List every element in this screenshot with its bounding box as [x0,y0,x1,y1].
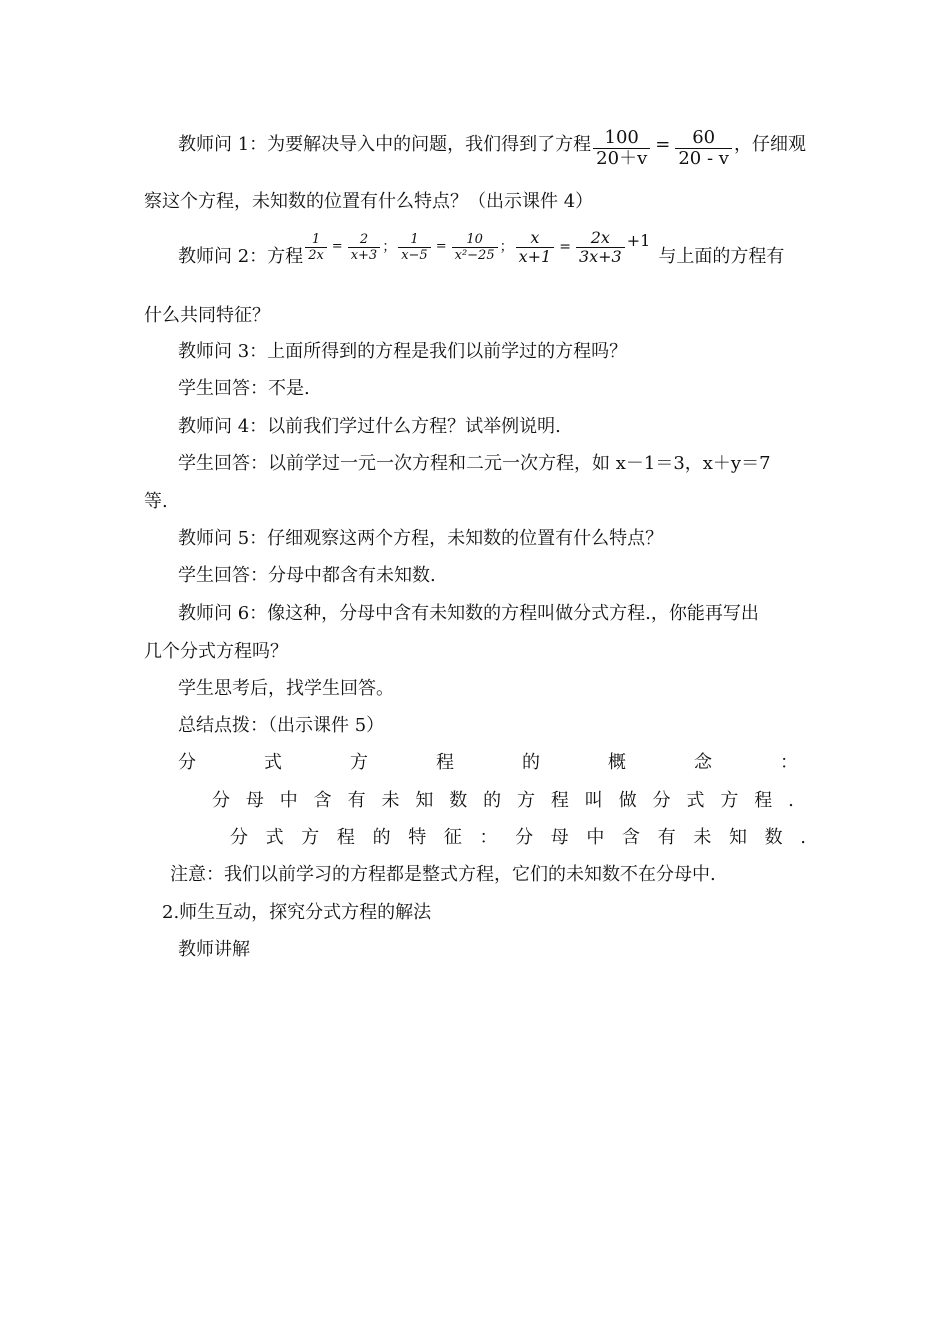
eq1-right-fraction: $\frac{2}{x+3}$ [348,232,381,263]
answer-3: 学生回答：不是. [178,378,310,399]
answer-4-line-1: 学生回答：以前学过一元一次方程和二元一次方程，如 x－1＝3，x＋y＝7 [178,453,771,474]
question-1-tail: ，仔细观 [733,134,806,155]
student-think: 学生思考后，找学生回答。 [178,678,394,699]
equals-sign: = [655,134,671,155]
question-1-text: 教师问 1：为要解决导入中的问题，我们得到了方程 [178,134,592,155]
question-6-line-1: 教师问 6：像这种，分母中含有未知数的方程叫做分式方程.，你能再写出 [178,603,759,624]
question-2-line-2: 什么共同特征？ [144,305,270,326]
question-1-line-2: 察这个方程，未知数的位置有什么特点？（出示课件 4） [144,191,594,212]
teacher-explain: 教师讲解 [178,939,250,960]
eq2-left-fraction: $\frac{1}{x-5}$ [398,232,431,263]
eq3-left-fraction: $\frac{x}{x+1}$ [516,229,555,266]
eq3-right-fraction: $\frac{2x}{3x+3}$ [576,229,625,266]
concept-feature: 分 式 方 程 的 特 征 ： 分 母 中 含 有 未 知 数 . [230,827,806,848]
question-6-line-2: 几个分式方程吗？ [144,641,288,662]
question-4: 教师问 4：以前我们学过什么方程？试举例说明. [178,416,561,437]
section-2-heading: 2.师生互动，探究分式方程的解法 [162,902,432,923]
fraction-60-over-20-minus-v: $\frac{60}{20 - v}$ [675,128,732,169]
answer-4-line-2: 等. [144,491,168,512]
question-2-tail: 与上面的方程有 [658,246,785,267]
eq3-tail: +1 [626,231,651,250]
fraction-100-over-20-plus-v: $\frac{100}{20+v}$ [593,128,650,169]
question-5: 教师问 5：仔细观察这两个方程，未知数的位置有什么特点？ [178,528,664,549]
concept-definition: 分 母 中 含 有 未 知 数 的 方 程 叫 做 分 式 方 程 . [212,790,794,811]
summary-heading: 总结点拨：（出示课件 5） [178,715,385,736]
eq2-right-fraction: $\frac{10}{\text{x²−25}}$ [452,232,498,263]
answer-5: 学生回答：分母中都含有未知数. [178,565,436,586]
question-2-text: 教师问 2：方程 [178,246,304,267]
note-line: 注意：我们以前学习的方程都是整式方程，它们的未知数不在分母中. [170,864,716,885]
question-3: 教师问 3：上面所得到的方程是我们以前学过的方程吗？ [178,341,628,362]
question-1-line [178,128,806,169]
question-2-line: 教师问 2：方程 $\frac{1}{2x}$ = $\frac{2}{x+3}$ ； $\frac{1}{x-5}$ = $\frac{10}{\text{x²−25}}$ ； $\frac{x}{x+1}$ = $\frac{2x}{3x+3}$ +1 与上面的方程有 [178,227,785,267]
eq1-left-fraction: $\frac{1}{2x}$ [305,232,327,263]
concept-heading: 分 式 方 程 的 概 念 ： [178,752,798,773]
